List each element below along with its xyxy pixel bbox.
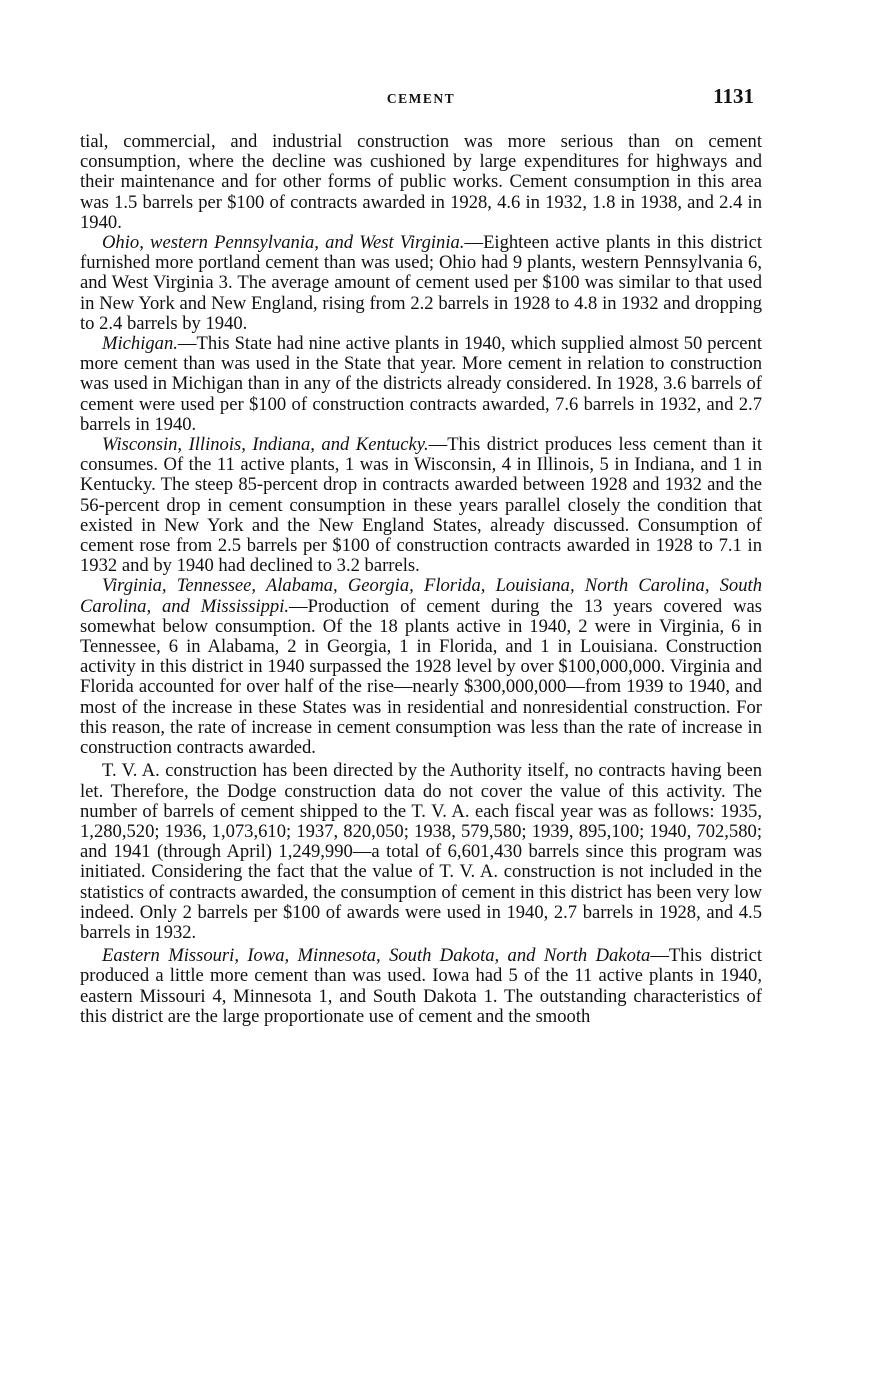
paragraph-wisconsin-district [80,435,762,576]
paragraph-body: —This district produced a little more cement than was used. Iowa had 5 of the 11 active plants in 1940, eastern Missouri 4, Minnesota 1, and South Dakota 1. The outstanding characteristics of this district are the large proportionate use of cement and the smooth [80,945,762,1027]
paragraph-missouri-district [80,946,762,1027]
body-text [80,132,762,1027]
paragraph-body: —This district produces less cement than it consumes. Of the 11 active plants, 1 was in Wisconsin, 4 in Illinois, 5 in Indiana, and 1 in Kentucky. The steep 85-percent drop in contracts awarded between 1928 and 1932 and the 56-percent drop in cement consumption in these years parallel closely the condition that existed in New York and the New England States, already discussed. Consumption of cement rose from 2.5 barrels per $100 of construction contracts awarded in 1928 to 7.1 in 1932 and by 1940 had declined to 3.2 barrels. [80,434,762,577]
paragraph-southeast-district [80,576,762,758]
paragraph-body: tial, commercial, and industrial construction was more serious than on cement consumption, where the decline was cushioned by large expenditures for highways and their maintenance and for other forms of public works. Cement consumption in this area was 1.5 barrels per $100 of contracts awarded in 1928, 4.6 in 1932, 1.8 in 1938, and 2.4 in 1940. [80,131,762,233]
paragraph-body: —Production of cement during the 13 years covered was somewhat below consumption. Of the 18 plants active in 1940, 2 were in Virginia, 6 in Tennessee, 6 in Alabama, 2 in Georgia, 1 in Florida, and 1 in Louisiana. Construction activity in this district in 1940 surpassed the 1928 level by over $100,000,000. Virginia and Florida accounted for over half of the rise—nearly $300,000,000—from 1939 to 1940, and most of the increase in these States was in residential and nonresidential construction. For this reason, the rate of increase in cement consumption was less than the rate of increase in construction contracts awarded. [80,595,762,759]
paragraph-continuation [80,132,762,233]
paragraph-body: —Eighteen active plants in this district furnished more portland cement than was used; Ohio had 9 plants, western Pennsylvania 6, and West Virginia 3. The average amount of cement used per $100 was similar to that used in New York and New England, rising from 2.2 barrels in 1928 to 4.8 in 1932 and dropping to 2.4 barrels by 1940. [80,232,762,334]
section-title: CEMENT [386,91,456,106]
page-number: 1131 [713,84,754,108]
paragraph-body: —This State had nine active plants in 1940, which supplied almost 50 percent more cement than was used in the State that year. More cement in relation to construction was used in Michigan than in any of the districts already considered. In 1928, 3.6 barrels of cement were used per $100 of construction contracts awarded, 7.6 barrels in 1932, and 2.7 barrels in 1940. [80,333,762,435]
paragraph-body: T. V. A. construction has been directed by the Authority itself, no contracts having been let. Therefore, the Dodge construction data do not cover the value of this activity. The number of barrels of cement shipped to the T. V. A. each fiscal year was as follows: 1935, 1,280,520; 1936, 1,073,610; 1937, 820,050; 1938, 579,580; 1939, 895,100; 1940, 702,580; and 1941 (through April) 1,249,990—a total of 6,601,430 barrels since this program was initiated. Considering the fact that the value of T. V. A. construction is not included in the statistics of contracts awarded, the consumption of cement in this district has been very low indeed. Only 2 barrels per $100 of awards were used in 1940, 2.7 barrels in 1928, and 4.5 barrels in 1932. [80,760,762,943]
running-header [80,80,762,120]
paragraph-ohio-district [80,233,762,334]
paragraph-heading: Ohio, western Pennsylvania, and West Virginia. [102,232,465,254]
paragraph-heading: Wisconsin, Illinois, Indiana, and Kentucky. [102,434,429,456]
paragraph-michigan [80,334,762,435]
document-page [80,80,762,1027]
paragraph-heading: Virginia, Tennessee, Alabama, Georgia, Florida, Louisiana, North Carolina, South Carolina, and Mississippi. [80,575,762,617]
paragraph-tva [80,761,762,943]
paragraph-heading: Eastern Missouri, Iowa, Minnesota, South Dakota, and North Dakota [102,945,651,967]
paragraph-heading: Michigan. [102,333,178,355]
